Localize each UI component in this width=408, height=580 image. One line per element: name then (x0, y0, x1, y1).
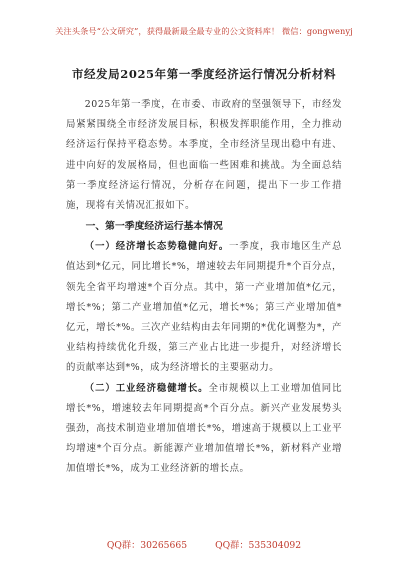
document-body (66, 95, 342, 480)
intro-paragraph: 2025年第一季度，在市委、市政府的坚强领导下，市经发局紧紧围绕全市经济发展目标，积极发挥职能作用，全力推动经济运行保持平稳态势。本季度，全市经济呈现出稳中有进、进中向好的发展格局，但也面临一些困难和挑战。为全面总结第一季度经济运行情况，分析存在问题，提出下一步工作措施，现将有关情况汇报如下。 (66, 99, 342, 212)
subsection-paragraph-2 (66, 379, 342, 480)
section-heading: 一、第一季度经济运行基本情况 (85, 221, 223, 233)
footer-contacts (0, 537, 408, 551)
subsection-text-2: 全市规模以上工业增加值同比增长*%，增速较去年同期提高*个百分点。新兴产业发展势头强劲，高技术制造业增加值增长*%，增速高于规模以上工业平均增速*个百分点。新能源产业增加值增长*%，新材料产业增加值增长*%，成为工业经济新的增长点。 (66, 382, 342, 475)
subsection-heading-2: （二）工业经济稳健增长。 (84, 382, 209, 394)
qq-group-2: QQ群：535304092 (215, 540, 302, 551)
promo-banner: 关注头条号“公文研究”，获得最新最全最专业的公文资料库！ 微信：gongwenyj (55, 26, 353, 36)
subsection-text-1: 一季度，我市地区生产总值达到*亿元，同比增长*%，增速较去年同期提升*个百分点，领先全省平均增速*个百分点。其中，第一产业增加值*亿元，增长*%；第二产业增加值*亿元，增长*%；第三产业增加值*亿元，增长*%。三次产业结构由去年同期的*优化调整为*，产业结构持续优化升级，第三产业占比进一步提升，对经济增长的贡献率达到*%，成为经济增长的主要驱动力。 (66, 241, 342, 374)
document-title: 市经发局2025年第一季度经济运行情况分析材料 (71, 67, 337, 81)
subsection-paragraph-1 (66, 237, 342, 378)
subsection-heading-1: （一）经济增长态势稳健向好。 (84, 241, 230, 253)
qq-group-1: QQ群：30265665 (106, 540, 188, 551)
